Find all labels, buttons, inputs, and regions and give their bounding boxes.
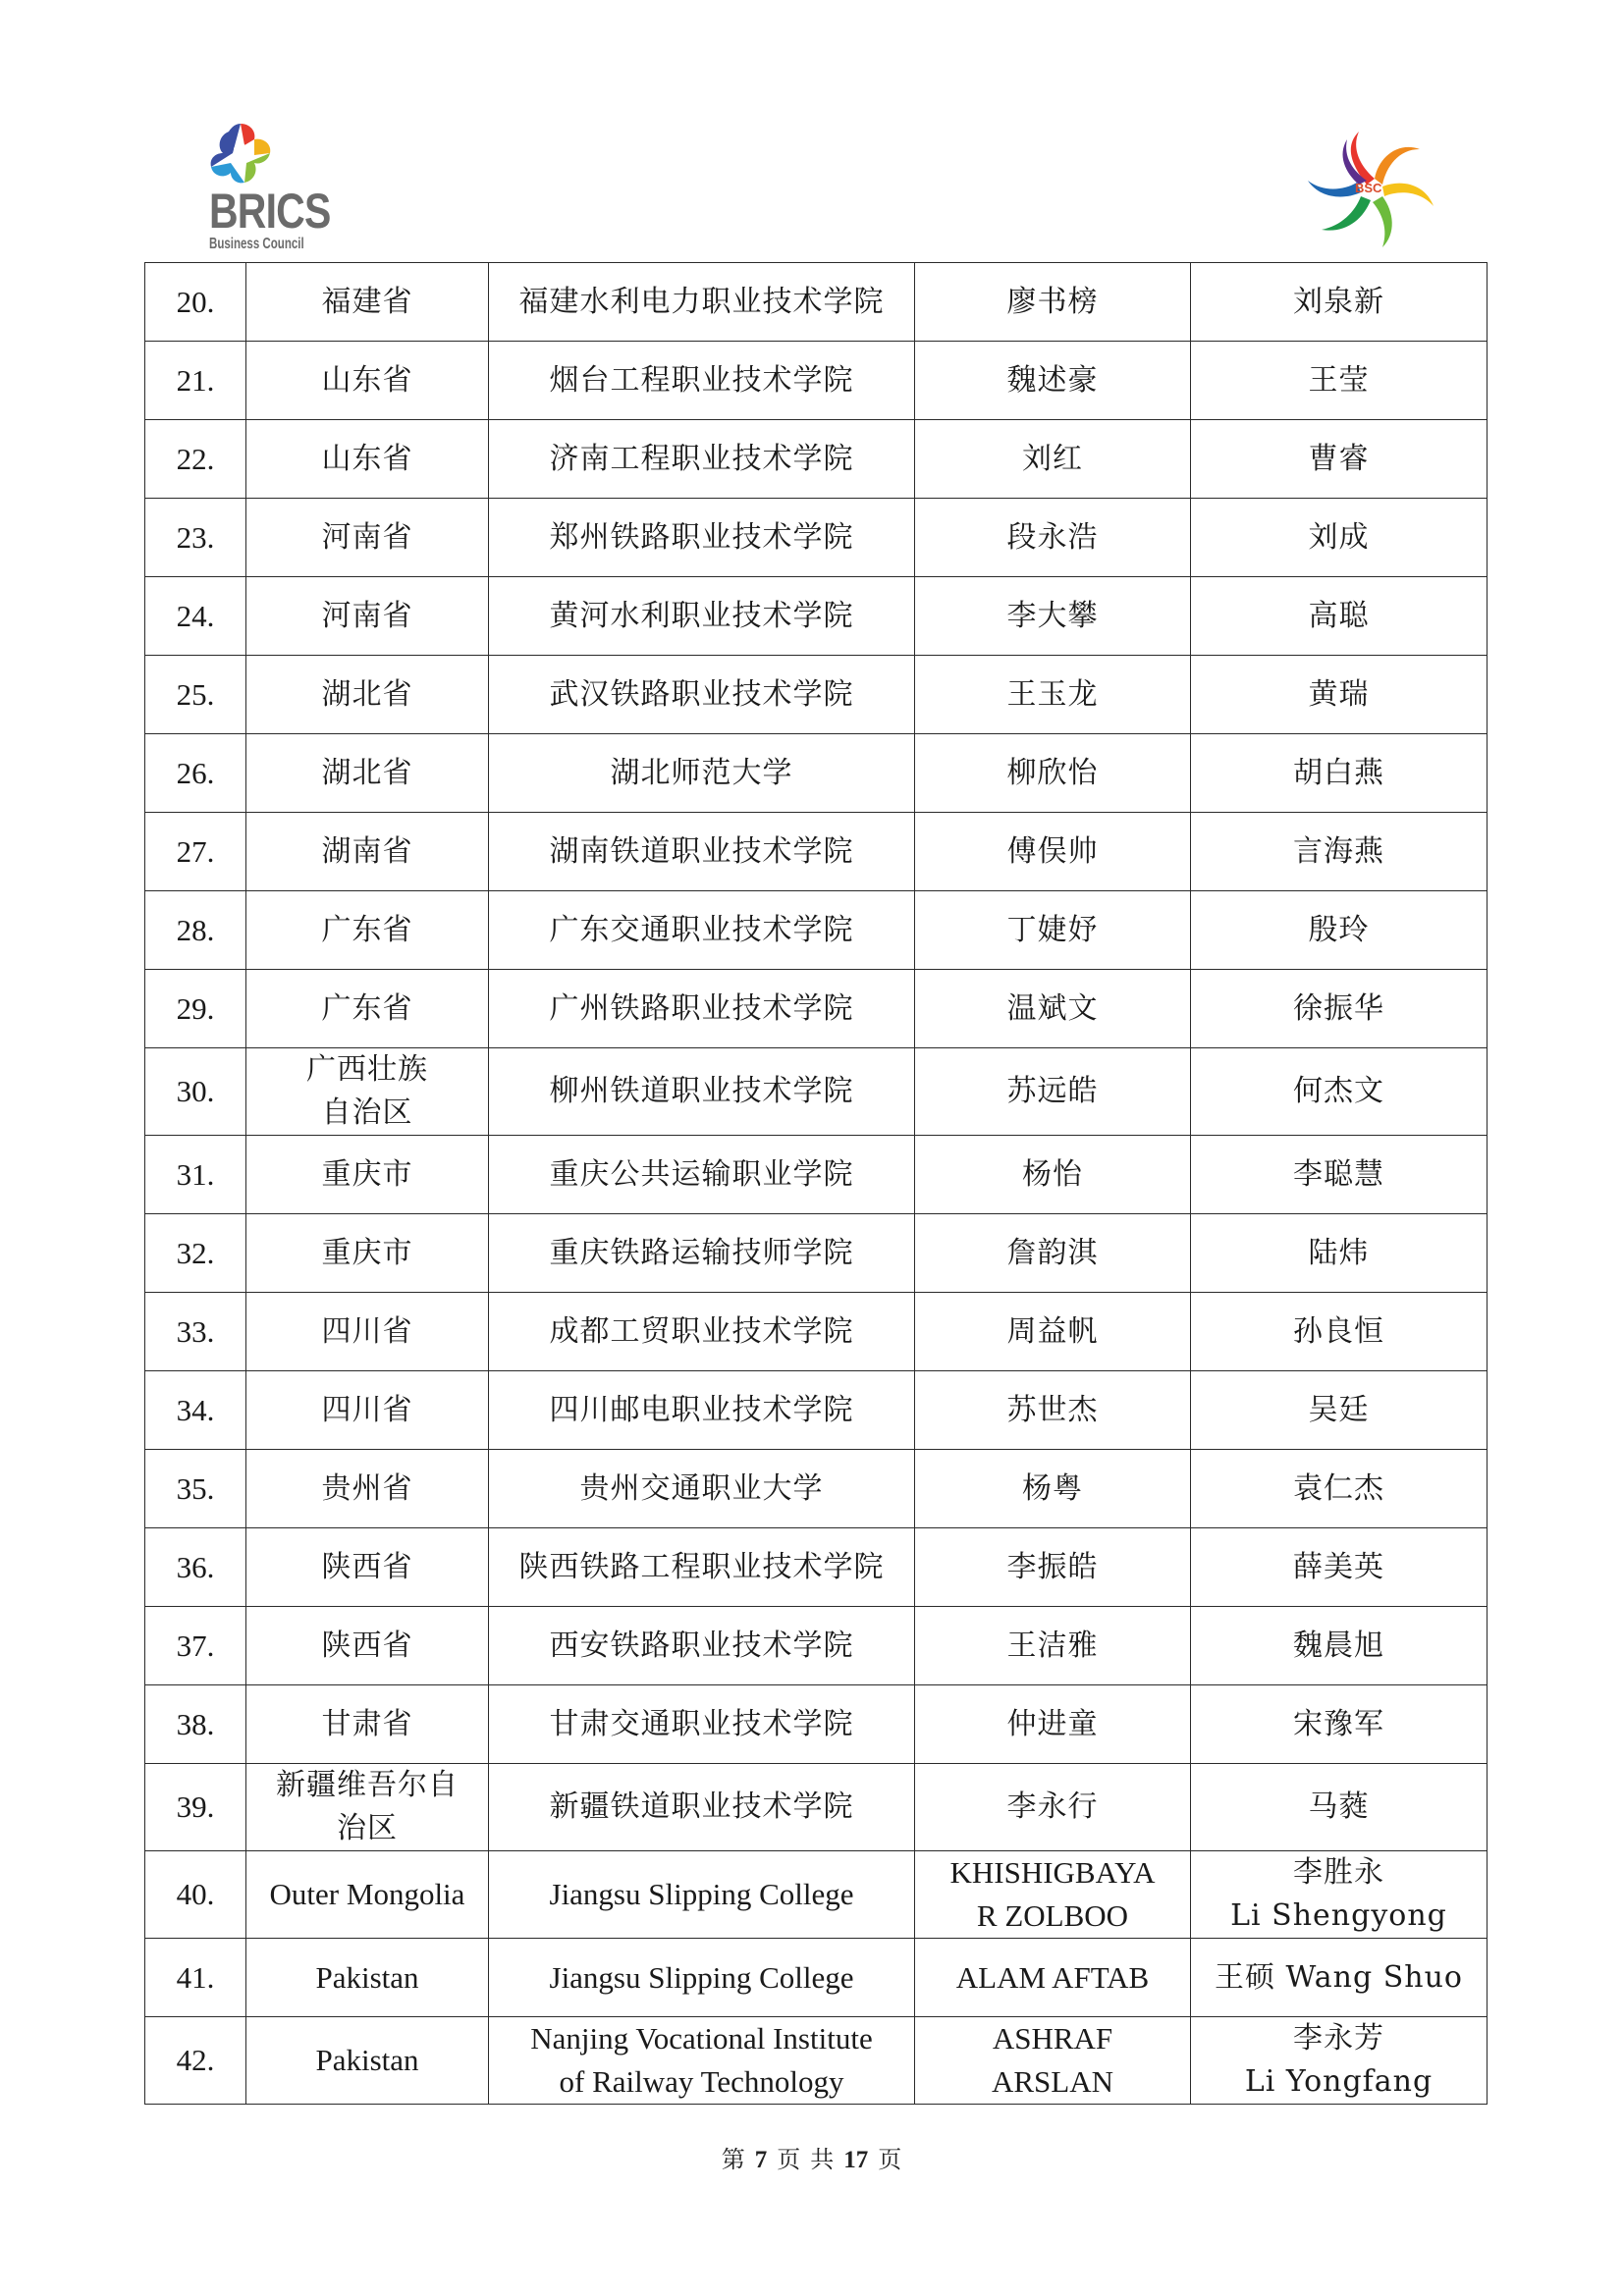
- participants-table-body: [145, 263, 1488, 2105]
- teacher-cell: 何杰文: [1191, 1048, 1488, 1136]
- province-cell: 湖北省: [246, 734, 489, 813]
- school-cell-line: of Railway Technology: [559, 2064, 844, 2099]
- footer-total-pages: 17: [843, 2147, 869, 2173]
- row-number: 25.: [145, 656, 246, 734]
- province-cell: 广东省: [246, 970, 489, 1048]
- school-cell: 湖北师范大学: [489, 734, 915, 813]
- student-cell-line: KHISHIGBAYA: [949, 1855, 1156, 1890]
- student-cell: 仲进童: [915, 1685, 1191, 1764]
- row-number: 21.: [145, 342, 246, 420]
- teacher-cell: 黄瑞: [1191, 656, 1488, 734]
- row-number: 41.: [145, 1939, 246, 2017]
- teacher-cell: 陆炜: [1191, 1214, 1488, 1293]
- table-row: [145, 263, 1488, 342]
- table-row: [145, 1764, 1488, 1851]
- row-number: 26.: [145, 734, 246, 813]
- table-row: [145, 656, 1488, 734]
- student-cell: 周益帆: [915, 1293, 1191, 1371]
- teacher-cell: 刘泉新: [1191, 263, 1488, 342]
- student-cell: 苏世杰: [915, 1371, 1191, 1450]
- teacher-cell: 曹睿: [1191, 420, 1488, 499]
- row-number: 34.: [145, 1371, 246, 1450]
- student-cell: 温斌文: [915, 970, 1191, 1048]
- table-row: [145, 1528, 1488, 1607]
- bsc-logo-text: BSC: [1355, 181, 1382, 195]
- student-cell: 段永浩: [915, 499, 1191, 577]
- teacher-cell: 徐振华: [1191, 970, 1488, 1048]
- table-row: [145, 813, 1488, 891]
- student-cell: 李振皓: [915, 1528, 1191, 1607]
- row-number: 40.: [145, 1851, 246, 1939]
- student-cell: 王洁雅: [915, 1607, 1191, 1685]
- table-row: [145, 2017, 1488, 2105]
- row-number: 32.: [145, 1214, 246, 1293]
- province-cell: 四川省: [246, 1293, 489, 1371]
- teacher-cell: 李聪慧: [1191, 1136, 1488, 1214]
- province-cell: Pakistan: [246, 1939, 489, 2017]
- participants-table: [144, 262, 1488, 2105]
- table-row: [145, 1293, 1488, 1371]
- teacher-cell-line: Li Yongfang: [1244, 2064, 1434, 2099]
- school-cell: 成都工贸职业技术学院: [489, 1293, 915, 1371]
- school-cell: 重庆铁路运输技师学院: [489, 1214, 915, 1293]
- teacher-cell: 马蕤: [1191, 1764, 1488, 1851]
- province-cell: Outer Mongolia: [246, 1851, 489, 1939]
- province-cell: Pakistan: [246, 2017, 489, 2105]
- province-cell-line: 广西壮族: [306, 1052, 428, 1087]
- brics-logo: [201, 120, 331, 257]
- school-cell: 贵州交通职业大学: [489, 1450, 915, 1528]
- teacher-cell: 宋豫军: [1191, 1685, 1488, 1764]
- student-cell: 丁婕妤: [915, 891, 1191, 970]
- teacher-cell: [1191, 1851, 1488, 1939]
- table-row: [145, 1048, 1488, 1136]
- table-row: [145, 577, 1488, 656]
- table-row: [145, 891, 1488, 970]
- footer-page-number: 7: [754, 2147, 768, 2173]
- province-cell: 甘肃省: [246, 1685, 489, 1764]
- table-row: [145, 420, 1488, 499]
- teacher-cell: 薛美英: [1191, 1528, 1488, 1607]
- school-cell: [489, 2017, 915, 2105]
- row-number: 37.: [145, 1607, 246, 1685]
- student-cell-line: R ZOLBOO: [976, 1898, 1129, 1933]
- school-cell: 郑州铁路职业技术学院: [489, 499, 915, 577]
- table-row: [145, 970, 1488, 1048]
- student-cell: 刘红: [915, 420, 1191, 499]
- table-row: [145, 1136, 1488, 1214]
- teacher-cell: 殷玲: [1191, 891, 1488, 970]
- teacher-cell-line: 李胜永: [1293, 1855, 1384, 1890]
- page-footer: [0, 2145, 1623, 2175]
- table-row: [145, 1450, 1488, 1528]
- row-number: 24.: [145, 577, 246, 656]
- row-number: 22.: [145, 420, 246, 499]
- province-cell: [246, 1048, 489, 1136]
- row-number: 29.: [145, 970, 246, 1048]
- province-cell: 四川省: [246, 1371, 489, 1450]
- row-number: 23.: [145, 499, 246, 577]
- footer-total-label: 共: [810, 2146, 835, 2173]
- footer-suffix: 页: [878, 2146, 902, 2173]
- school-cell: Jiangsu Slipping College: [489, 1939, 915, 2017]
- school-cell: 重庆公共运输职业学院: [489, 1136, 915, 1214]
- table-row: [145, 342, 1488, 420]
- footer-page-label: 页: [777, 2146, 801, 2173]
- school-cell: 柳州铁道职业技术学院: [489, 1048, 915, 1136]
- province-cell-line: 治区: [337, 1811, 398, 1845]
- school-cell: 济南工程职业技术学院: [489, 420, 915, 499]
- row-number: 31.: [145, 1136, 246, 1214]
- row-number: 42.: [145, 2017, 246, 2105]
- province-cell: 河南省: [246, 499, 489, 577]
- school-cell: 西安铁路职业技术学院: [489, 1607, 915, 1685]
- province-cell: 重庆市: [246, 1136, 489, 1214]
- school-cell: 甘肃交通职业技术学院: [489, 1685, 915, 1764]
- teacher-cell: 胡白燕: [1191, 734, 1488, 813]
- province-cell: 陕西省: [246, 1607, 489, 1685]
- province-cell: 重庆市: [246, 1214, 489, 1293]
- table-row: [145, 1939, 1488, 2017]
- row-number: 36.: [145, 1528, 246, 1607]
- row-number: 20.: [145, 263, 246, 342]
- school-cell: 新疆铁道职业技术学院: [489, 1764, 915, 1851]
- teacher-cell: 袁仁杰: [1191, 1450, 1488, 1528]
- school-cell: 四川邮电职业技术学院: [489, 1371, 915, 1450]
- row-number: 38.: [145, 1685, 246, 1764]
- province-cell: [246, 1764, 489, 1851]
- province-cell: 广东省: [246, 891, 489, 970]
- province-cell: 湖北省: [246, 656, 489, 734]
- row-number: 33.: [145, 1293, 246, 1371]
- teacher-cell: 孙良恒: [1191, 1293, 1488, 1371]
- school-cell: 广州铁路职业技术学院: [489, 970, 915, 1048]
- table-row: [145, 1607, 1488, 1685]
- province-cell: 山东省: [246, 342, 489, 420]
- school-cell: 湖南铁道职业技术学院: [489, 813, 915, 891]
- student-cell: [915, 2017, 1191, 2105]
- school-cell: 广东交通职业技术学院: [489, 891, 915, 970]
- province-cell: 贵州省: [246, 1450, 489, 1528]
- student-cell: 李大攀: [915, 577, 1191, 656]
- province-cell: 湖南省: [246, 813, 489, 891]
- school-cell: 陕西铁路工程职业技术学院: [489, 1528, 915, 1607]
- province-cell-line: 新疆维吾尔自: [276, 1768, 459, 1802]
- school-cell: 福建水利电力职业技术学院: [489, 263, 915, 342]
- bsc-logo: [1304, 128, 1435, 249]
- student-cell: 傅俣帅: [915, 813, 1191, 891]
- table-row: [145, 499, 1488, 577]
- brics-star-icon: [201, 120, 280, 188]
- footer-prefix: 第: [721, 2146, 745, 2173]
- student-cell: 李永行: [915, 1764, 1191, 1851]
- school-cell: Jiangsu Slipping College: [489, 1851, 915, 1939]
- row-number: 35.: [145, 1450, 246, 1528]
- table-row: [145, 1371, 1488, 1450]
- table-row: [145, 1685, 1488, 1764]
- student-cell: 詹韵淇: [915, 1214, 1191, 1293]
- teacher-cell-line: Li Shengyong: [1230, 1898, 1447, 1933]
- student-cell-line: ASHRAF: [992, 2021, 1113, 2056]
- student-cell-line: ARSLAN: [991, 2064, 1113, 2099]
- school-cell-line: Nanjing Vocational Institute: [530, 2021, 873, 2056]
- teacher-cell: 王莹: [1191, 342, 1488, 420]
- brics-logo-subtitle: Business Council: [209, 236, 304, 252]
- student-cell: 廖书榜: [915, 263, 1191, 342]
- student-cell: 苏远皓: [915, 1048, 1191, 1136]
- student-cell: [915, 1851, 1191, 1939]
- school-cell: 武汉铁路职业技术学院: [489, 656, 915, 734]
- teacher-cell: 言海燕: [1191, 813, 1488, 891]
- row-number: 27.: [145, 813, 246, 891]
- student-cell: 杨怡: [915, 1136, 1191, 1214]
- teacher-cell: 王硕 Wang Shuo: [1191, 1939, 1488, 2017]
- row-number: 30.: [145, 1048, 246, 1136]
- table-row: [145, 734, 1488, 813]
- teacher-cell: 魏晨旭: [1191, 1607, 1488, 1685]
- teacher-cell: 吴廷: [1191, 1371, 1488, 1450]
- table-row: [145, 1214, 1488, 1293]
- student-cell: ALAM AFTAB: [915, 1939, 1191, 2017]
- school-cell: 黄河水利职业技术学院: [489, 577, 915, 656]
- teacher-cell-line: 李永芳: [1293, 2021, 1384, 2056]
- province-cell: 陕西省: [246, 1528, 489, 1607]
- teacher-cell: 高聪: [1191, 577, 1488, 656]
- student-cell: 柳欣怡: [915, 734, 1191, 813]
- row-number: 39.: [145, 1764, 246, 1851]
- teacher-cell: [1191, 2017, 1488, 2105]
- student-cell: 杨粤: [915, 1450, 1191, 1528]
- student-cell: 王玉龙: [915, 656, 1191, 734]
- row-number: 28.: [145, 891, 246, 970]
- province-cell-line: 自治区: [321, 1095, 413, 1130]
- province-cell: 山东省: [246, 420, 489, 499]
- student-cell: 魏述豪: [915, 342, 1191, 420]
- province-cell: 福建省: [246, 263, 489, 342]
- province-cell: 河南省: [246, 577, 489, 656]
- brics-logo-text: BRICS: [209, 184, 331, 239]
- school-cell: 烟台工程职业技术学院: [489, 342, 915, 420]
- teacher-cell: 刘成: [1191, 499, 1488, 577]
- table-row: [145, 1851, 1488, 1939]
